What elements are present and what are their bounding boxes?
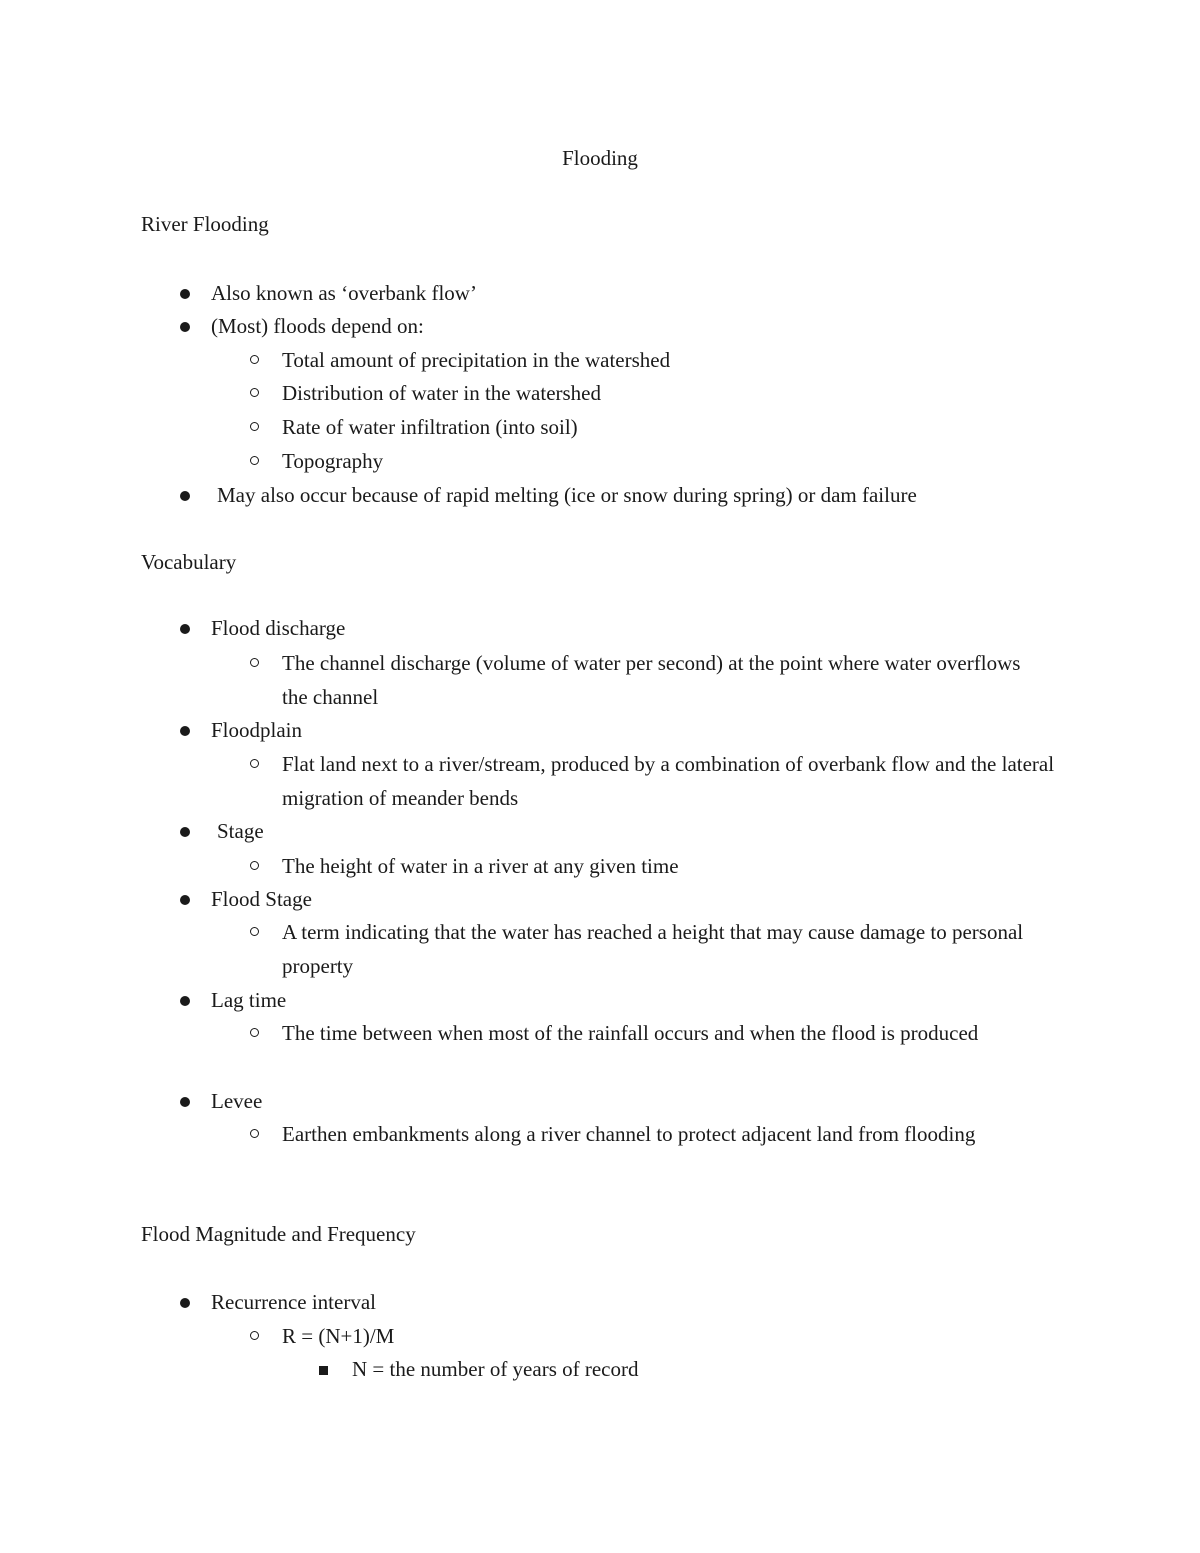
bullet-dot-icon: [180, 827, 190, 837]
bullet-circle-icon: [250, 927, 259, 936]
bullet-dot-icon: [180, 322, 190, 332]
sub-list-item: [282, 343, 1072, 377]
list-item-text: Floodplain: [211, 718, 303, 742]
bullet-square-icon: [319, 1366, 328, 1375]
section-heading-vocabulary: Vocabulary: [141, 550, 237, 574]
bullet-circle-icon: [250, 658, 259, 667]
list-item-text: N = the number of years of record: [352, 1357, 639, 1381]
list-item-text: Flood discharge: [211, 616, 346, 640]
bullet-dot-icon: [180, 1298, 190, 1308]
document-title: Flooding: [562, 146, 638, 170]
bullet-circle-icon: [250, 1129, 259, 1138]
bullet-dot-icon: [180, 289, 190, 299]
list-item-text: Recurrence interval: [211, 1290, 376, 1314]
bullet-circle-icon: [250, 1028, 259, 1037]
sub-list-item: [282, 915, 1042, 983]
sub-list-item: [282, 1117, 1002, 1151]
sub-list-item: [282, 1016, 992, 1050]
sub-list-item: [282, 646, 1022, 714]
list-item: [211, 612, 345, 645]
list-item: [217, 479, 917, 512]
bullet-circle-icon: [250, 861, 259, 870]
bullet-dot-icon: [180, 491, 190, 501]
bullet-circle-icon: [250, 1331, 259, 1340]
list-item: [211, 310, 424, 343]
sub-list-item: [282, 747, 1062, 815]
bullet-dot-icon: [180, 996, 190, 1006]
list-item: [211, 277, 477, 310]
list-item-text: The height of water in a river at any given time: [282, 854, 679, 878]
sub-list-item: [282, 444, 1072, 478]
bullet-dot-icon: [180, 624, 190, 634]
list-item-text: Rate of water infiltration (into soil): [282, 415, 578, 439]
bullet-dot-icon: [180, 895, 190, 905]
list-item-text: Lag time: [211, 988, 287, 1012]
sub-sub-list-item: [352, 1353, 638, 1386]
list-item-text: Total amount of precipitation in the watershed: [282, 348, 671, 372]
list-item-text: May also occur because of rapid melting (ice or snow during spring) or dam failure: [217, 483, 917, 507]
bullet-dot-icon: [180, 1097, 190, 1107]
list-item: [211, 1085, 262, 1118]
bullet-circle-icon: [250, 355, 259, 364]
list-item-text: R = (N+1)/M: [282, 1324, 395, 1348]
list-item-text: Stage: [217, 819, 264, 843]
bullet-circle-icon: [250, 388, 259, 397]
list-item-text: Levee: [211, 1089, 263, 1113]
bullet-circle-icon: [250, 456, 259, 465]
list-item: [211, 883, 312, 916]
section-heading-river-flooding: River Flooding: [141, 212, 269, 236]
list-item-text: Also known as ‘overbank flow’: [211, 281, 477, 305]
list-item-text: (Most) floods depend on:: [211, 314, 424, 338]
list-item: [211, 984, 286, 1017]
list-item-text: A term indicating that the water has reached a height that may cause damage to personal property: [282, 920, 1024, 978]
list-item-text: Topography: [282, 449, 384, 473]
bullet-circle-icon: [250, 759, 259, 768]
sub-list-item: [282, 849, 1072, 883]
sub-list-item: [282, 410, 1072, 444]
list-item: [211, 1286, 376, 1319]
list-item-text: Flat land next to a river/stream, produced by a combination of overbank flow and the lateral migration of meander bends: [282, 752, 1055, 810]
list-item-text: Flood Stage: [211, 887, 312, 911]
list-item: [217, 815, 264, 848]
sub-list-item: [282, 1319, 1072, 1353]
list-item-text: The channel discharge (volume of water per second) at the point where water overflows the channel: [282, 651, 1021, 709]
section-heading-flood-magnitude-frequency: Flood Magnitude and Frequency: [141, 1222, 416, 1246]
list-item-text: The time between when most of the rainfall occurs and when the flood is produced: [282, 1021, 979, 1045]
bullet-dot-icon: [180, 726, 190, 736]
list-item: [211, 714, 302, 747]
bullet-circle-icon: [250, 422, 259, 431]
sub-list-item: [282, 376, 1072, 410]
list-item-text: Distribution of water in the watershed: [282, 381, 601, 405]
list-item-text: Earthen embankments along a river channel to protect adjacent land from flooding: [282, 1122, 976, 1146]
